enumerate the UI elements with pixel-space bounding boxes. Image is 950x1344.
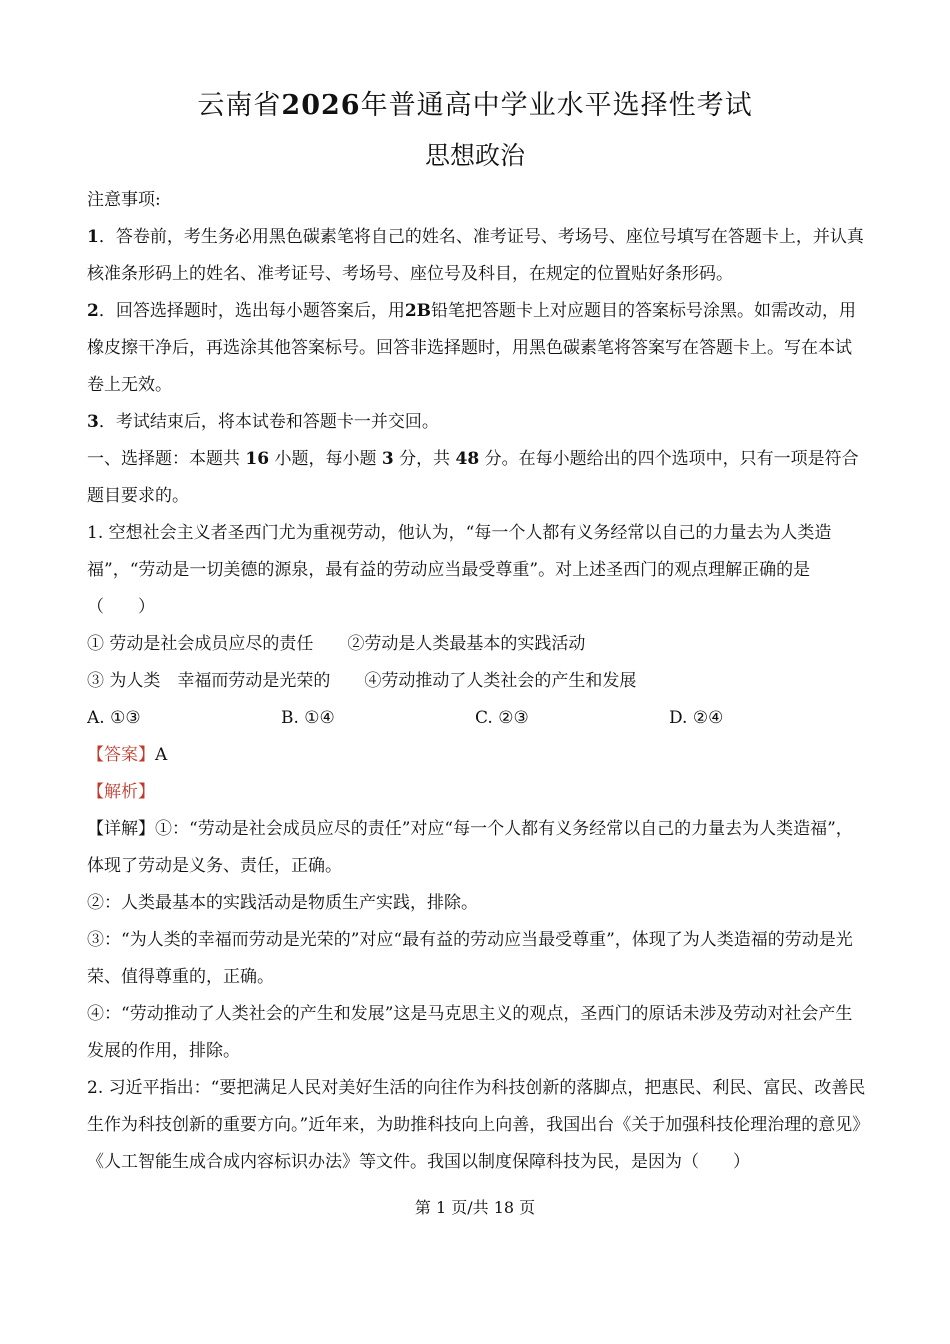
- detail-tag: 【详解】: [87, 819, 155, 839]
- notice-item-3: 3．考试结束后，将本试卷和答题卡一并交回。: [87, 412, 439, 432]
- page-footer: 第 1 页/共 18 页: [414, 1198, 536, 1217]
- title-suffix: 年普通高中学业水平选择性考试: [360, 90, 753, 121]
- detail-paragraph: ③：“为人类的幸福而劳动是光荣的”对应“最有益的劳动应当最受尊重”，体现了为人类造福的劳动是光荣、值得尊重的，正确。: [87, 930, 853, 987]
- answer-tag: 【答案】: [87, 745, 155, 765]
- subject-title: 思想政治: [424, 141, 525, 170]
- option-d: D. ②④: [669, 708, 724, 728]
- question-stem: 2. 习近平指出：“要把满足人民对美好生活的向往作为科技创新的落脚点，把惠民、利民、富民、改善民生作为科技创新的重要方向。”近年来，为助推科技向上向善，我国出台《关于加强科技伦理治理的意见》《人工智能生成合成内容标识办法》等文件。我国以制度保障科技为民，是因为（ ）: [87, 1078, 866, 1172]
- answer-value: A: [155, 745, 168, 765]
- statement-line: ① 劳动是社会成员应尽的责任 ②劳动是人类最基本的实践活动: [87, 634, 586, 654]
- notice-item-2: 2．回答选择题时，选出每小题答案后，用2B铅笔把答题卡上对应题目的答案标号涂黑。如需改动，用橡皮擦干净后，再选涂其他答案标号。回答非选择题时，用黑色碳素笔将答案写在答题卡上。写在本试卷上无效。: [87, 301, 857, 395]
- question-1: [87, 515, 867, 1070]
- detail-paragraph: ②：人类最基本的实践活动是物质生产实践，排除。: [87, 893, 478, 913]
- section-heading: 一、选择题：本题共 16 小题，每小题 3 分，共 48 分。在每小题给出的四个选项中，只有一项是符合题目要求的。: [87, 449, 859, 506]
- answer-line: [87, 737, 867, 774]
- detail-paragraph: ④：“劳动推动了人类社会的产生和发展”这是马克思主义的观点，圣西门的原话未涉及劳动对社会产生发展的作用，排除。: [87, 1004, 853, 1061]
- notice-item-1: 1．答卷前，考生务必用黑色碳素笔将自己的姓名、准考证号、考场号、座位号填写在答题卡上，并认真核准条形码上的姓名、准考证号、考场号、座位号及科目，在规定的位置贴好条形码。: [87, 227, 864, 284]
- option-a: A. ①③: [87, 708, 141, 728]
- document-body: [87, 182, 867, 1181]
- option-b: B. ①④: [281, 708, 335, 728]
- notices-heading: 注意事项:: [87, 190, 161, 210]
- option-c: C. ②③: [475, 708, 529, 728]
- analysis-tag: 【解析】: [87, 782, 155, 802]
- title-prefix: 云南省: [197, 90, 282, 121]
- title-year: 2026: [281, 90, 361, 121]
- notices-section: [87, 182, 867, 515]
- question-2: [87, 1070, 867, 1181]
- detail-paragraph: 【详解】①：“劳动是社会成员应尽的责任”对应“每一个人都有义务经常以自己的力量去为人类造福”，体现了劳动是义务、责任，正确。: [87, 819, 853, 876]
- answer-options: [87, 700, 867, 737]
- question-stem: 1. 空想社会主义者圣西门尤为重视劳动，他认为，“每一个人都有义务经常以自己的力量去为人类造福”，“劳动是一切美德的源泉，最有益的劳动应当最受尊重”。对上述圣西门的观点理解正确的是（ ）: [87, 523, 832, 617]
- statement-line: ③ 为人类 幸福而劳动是光荣的 ④劳动推动了人类社会的产生和发展: [87, 671, 637, 691]
- exam-title: [0, 86, 950, 126]
